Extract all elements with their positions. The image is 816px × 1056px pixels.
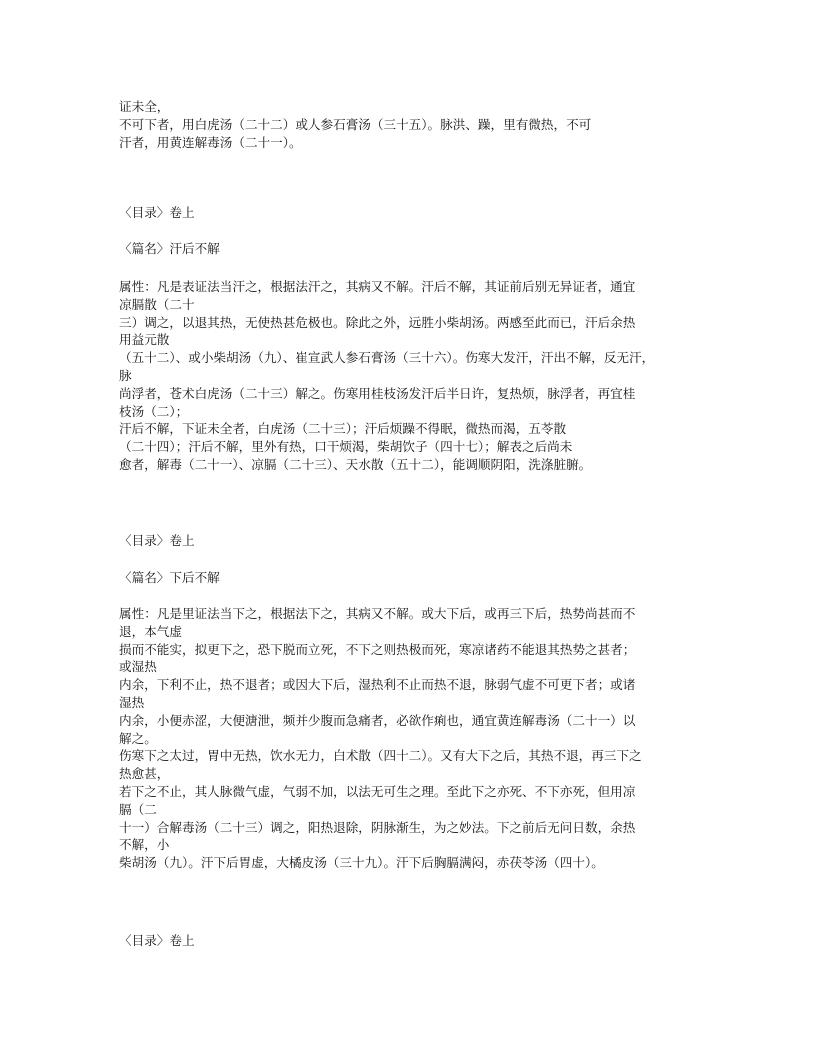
text-line: 脉: [119, 367, 132, 383]
text-line: 内余，小便赤涩，大便溏泄，频并少腹而急痛者，必欲作痢也，通宜黄连解毒汤（二十一）以: [119, 712, 636, 728]
section1-title: 〈篇名〉汗后不解: [119, 241, 220, 256]
text-line: 退，本气虚: [119, 623, 182, 639]
text-line: 证未全，: [119, 99, 170, 114]
section2-body: [119, 605, 719, 872]
text-line: 或湿热: [119, 659, 157, 675]
text-line: 三）调之，以退其热，无使热甚危极也。除此之外，远胜小柴胡汤。两感至此而已，汗后余热: [119, 314, 636, 330]
text-line: （五十二）、或小柴胡汤（九）、崔宣武人参石膏汤（三十六）。伤寒大发汗，汗出不解，反无汗，: [119, 350, 655, 366]
text-line: 解之。: [119, 730, 157, 746]
section1-catalog: 〈目录〉卷上: [119, 205, 195, 220]
text-line: 若下之不止，其人脉微气虚，气弱不加，以法无可生之理。至此下之亦死、不下亦死，但用凉: [119, 783, 636, 799]
section2-title: 〈篇名〉下后不解: [119, 570, 220, 585]
text-line: 枝汤（二）；: [119, 403, 189, 419]
text-line: 尚浮者，苍术白虎汤（二十三）解之。伤寒用桂枝汤发汗后半日许，复热烦，脉浮者，再宜桂: [119, 385, 636, 401]
text-line: 伤寒下之太过，胃中无热，饮水无力，白术散（四十二）。又有大下之后，其热不退，再三下之: [119, 748, 642, 764]
text-line: 湿热: [119, 694, 145, 710]
text-line: 膈（二: [119, 801, 157, 817]
text-line: 不可下者，用白虎汤（二十二）或人参石膏汤（三十五）。脉洪、躁，里有微热，不可: [119, 116, 592, 132]
text-line: 用益元散: [119, 332, 170, 348]
text-line: 热愈甚，: [119, 766, 170, 782]
text-line: 汗后不解，下证未全者，白虎汤（二十三）；汗后烦躁不得眠，微热而渴，五苓散: [119, 421, 567, 437]
section2-catalog: 〈目录〉卷上: [119, 533, 195, 548]
text-line: 属性：凡是里证法当下之，根据法下之，其病又不解。或大下后，或再三下后，热势尚甚而不: [119, 606, 636, 621]
text-line: 柴胡汤（九）。汗下后胃虚，大橘皮汤（三十九）。汗下后胸膈满闷，赤茯苓汤（四十）。: [119, 855, 604, 871]
intro-paragraph: [119, 98, 719, 151]
text-line: 损而不能实，拟更下之，恐下脱而立死，不下之则热极而死，寒凉诸药不能退其热势之甚者；: [119, 641, 636, 657]
section3-catalog: 〈目录〉卷上: [119, 933, 195, 948]
text-line: 不解，小: [119, 837, 170, 853]
text-line: 汗者，用黄连解毒汤（二十一）。: [119, 134, 302, 150]
text-line: 内余，下利不止，热不退者；或因大下后，湿热利不止而热不退，脉弱气虚不可更下者；或诸: [119, 677, 636, 693]
section1-body: [119, 278, 719, 474]
text-line: 凉膈散（二十: [119, 296, 195, 312]
text-line: 愈者，解毒（二十一）、凉膈（二十三）、天水散（五十二），能调顺阴阳，洗涤脏腑。: [119, 456, 592, 472]
text-line: （二十四）；汗后不解，里外有热，口干烦渴，柴胡饮子（四十七）；解表之后尚未: [119, 439, 573, 455]
text-line: 属性：凡是表证法当汗之，根据法汗之，其病又不解。汗后不解，其证前后别无异证者，通宜: [119, 279, 636, 294]
text-line: 十一）合解毒汤（二十三）调之，阳热退除，阴脉渐生，为之妙法。下之前后无问日数，余热: [119, 819, 636, 835]
